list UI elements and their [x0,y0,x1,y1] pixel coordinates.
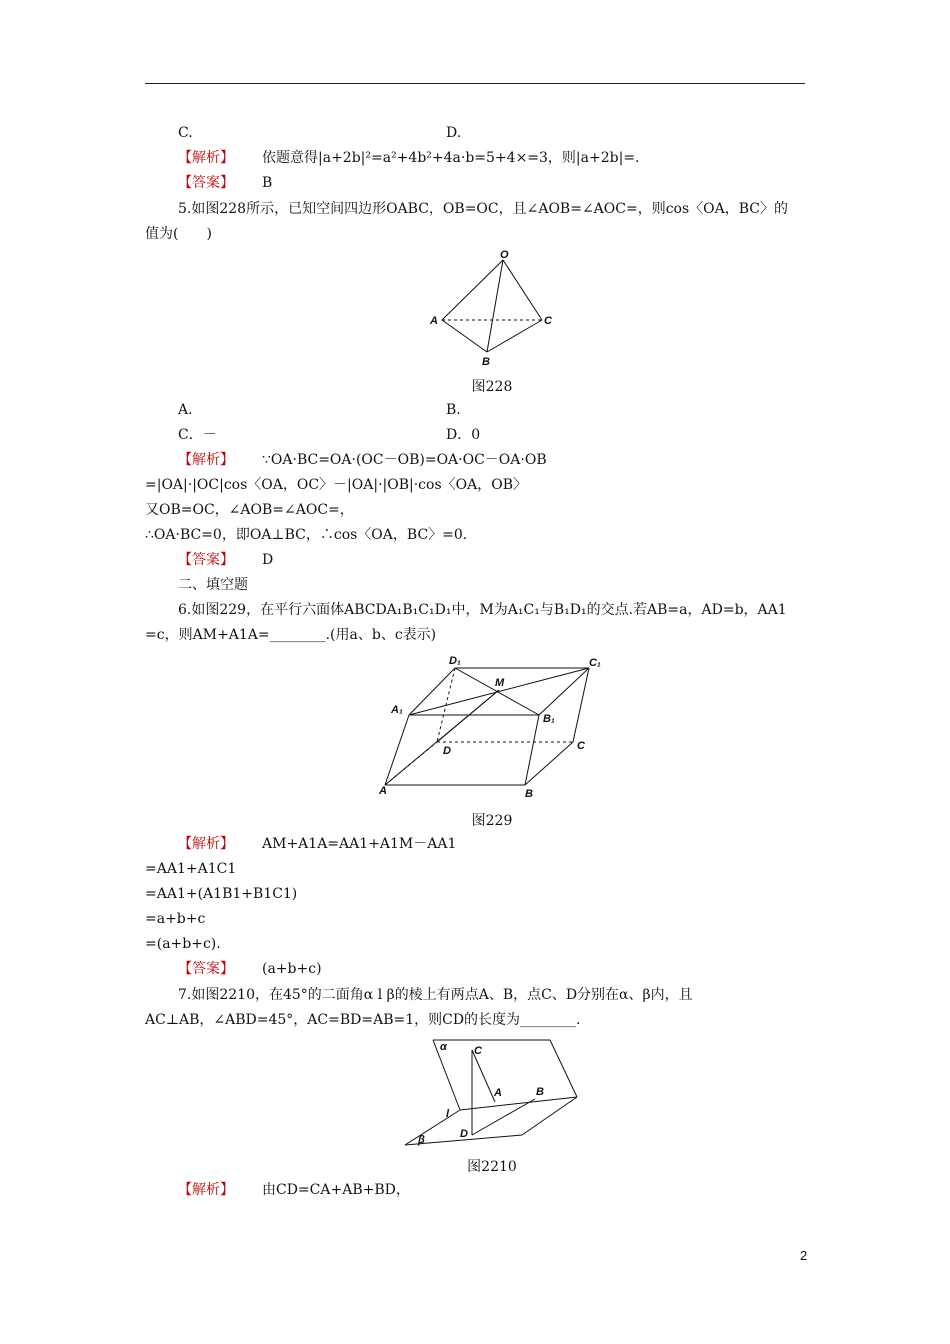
question-5: 5.如图228所示，已知空间四边形OABC，OB=OC，且∠AOB=∠AOC=，则cos〈OA，BC〉的 [178,201,789,217]
figure-2210 [400,1035,585,1150]
question-7: 7.如图2210，在45°的二面角α l β的棱上有两点A、B，点C、D分别在α、β内，且 [178,987,693,1003]
fig228-label-c: C [544,315,552,327]
figure-2210-caption: 图2210 [467,1159,517,1175]
fig229-label-a: A [379,785,387,797]
analysis-tag-4: 【解析】 [178,1182,234,1198]
analysis-line-1: ∵OA·BC=OA·(OC－OB)=OA·OC－OA·OB [262,452,547,468]
question-7-cont: AC⊥AB，∠ABD=45°，AC=BD=AB=1，则CD的长度为________. [145,1012,581,1028]
figure-228-caption: 图228 [471,379,513,395]
fig2210-label-d: D [460,1128,468,1140]
option-d2: D．0 [446,427,481,443]
fig228-label-b: B [482,356,490,368]
fig2210-label-a: A [494,1087,502,1099]
figure-228 [420,245,570,375]
analysis-line-3: 又OB=OC，∠AOB=∠AOC=， [145,502,354,518]
analysis-6-line-1: AM+A1A=AA1+A1M－AA1 [262,836,457,852]
analysis-6-line-2: =AA1+A1C1 [145,861,237,877]
analysis-7-line-1: 由CD=CA+AB+BD， [262,1182,410,1198]
fig229-label-d1: D₁ [449,655,461,667]
fig228-label-a: A [430,315,438,327]
fig2210-label-beta: β [418,1134,425,1146]
fig229-label-m: M [495,677,505,689]
fig2210-label-alpha: α [440,1041,447,1053]
analysis-tag-2: 【解析】 [178,452,234,468]
answer-text-3: (a+b+c) [262,961,322,977]
header-rule [145,83,805,84]
fig2210-label-c: C [474,1045,482,1057]
answer-tag-3: 【答案】 [178,961,234,977]
answer-tag: 【答案】 [178,175,234,191]
analysis-line-4: ∴OA·BC=0，即OA⊥BC，∴cos〈OA，BC〉=0. [145,527,468,543]
fig229-label-b1: B₁ [543,713,555,725]
analysis-6-line-4: =a+b+c [145,911,206,927]
fig2210-label-l: l [446,1108,450,1120]
option-b: B. [446,402,461,418]
question-5-cont: 值为( ) [145,226,212,242]
fig228-label-o: O [500,249,509,261]
option-c: C. [178,125,193,141]
fig229-label-c1: C₁ [589,657,601,669]
analysis-tag: 【解析】 [178,150,234,166]
option-c2: C．－ [178,427,217,443]
analysis-6-line-3: =AA1+(A1B1+B1C1) [145,886,298,902]
answer-tag-2: 【答案】 [178,552,234,568]
section-heading: 二、填空题 [178,577,248,593]
figure-229-caption: 图229 [471,813,513,829]
analysis-line-2: =|OA|·|OC|cos〈OA，OC〉－|OA|·|OB|·cos〈OA，OB〉 [145,477,527,493]
figure-229 [375,650,615,810]
fig229-label-c: C [577,740,585,752]
fig229-label-b: B [525,788,533,800]
question-6: 6.如图229，在平行六面体ABCDA₁B₁C₁D₁中，M为A₁C₁与B₁D₁的交点.若AB=a，AD=b，AA1 [178,602,787,618]
fig229-label-d: D [443,745,451,757]
answer-text-2: D [262,552,274,568]
question-6-cont: =c，则AM+A1A=________.(用a、b、c表示) [145,627,437,643]
option-d: D. [446,125,462,141]
page-number: 2 [800,1248,808,1263]
option-a: A. [178,402,193,418]
analysis-tag-3: 【解析】 [178,836,234,852]
fig2210-label-b: B [536,1086,544,1098]
answer-text: B [262,175,273,191]
analysis-text: 依题意得|a+2b|²=a²+4b²+4a·b=5+4×=3，则|a+2b|=. [262,150,640,166]
fig229-label-a1: A₁ [391,704,403,716]
analysis-6-line-5: =(a+b+c). [145,936,221,952]
